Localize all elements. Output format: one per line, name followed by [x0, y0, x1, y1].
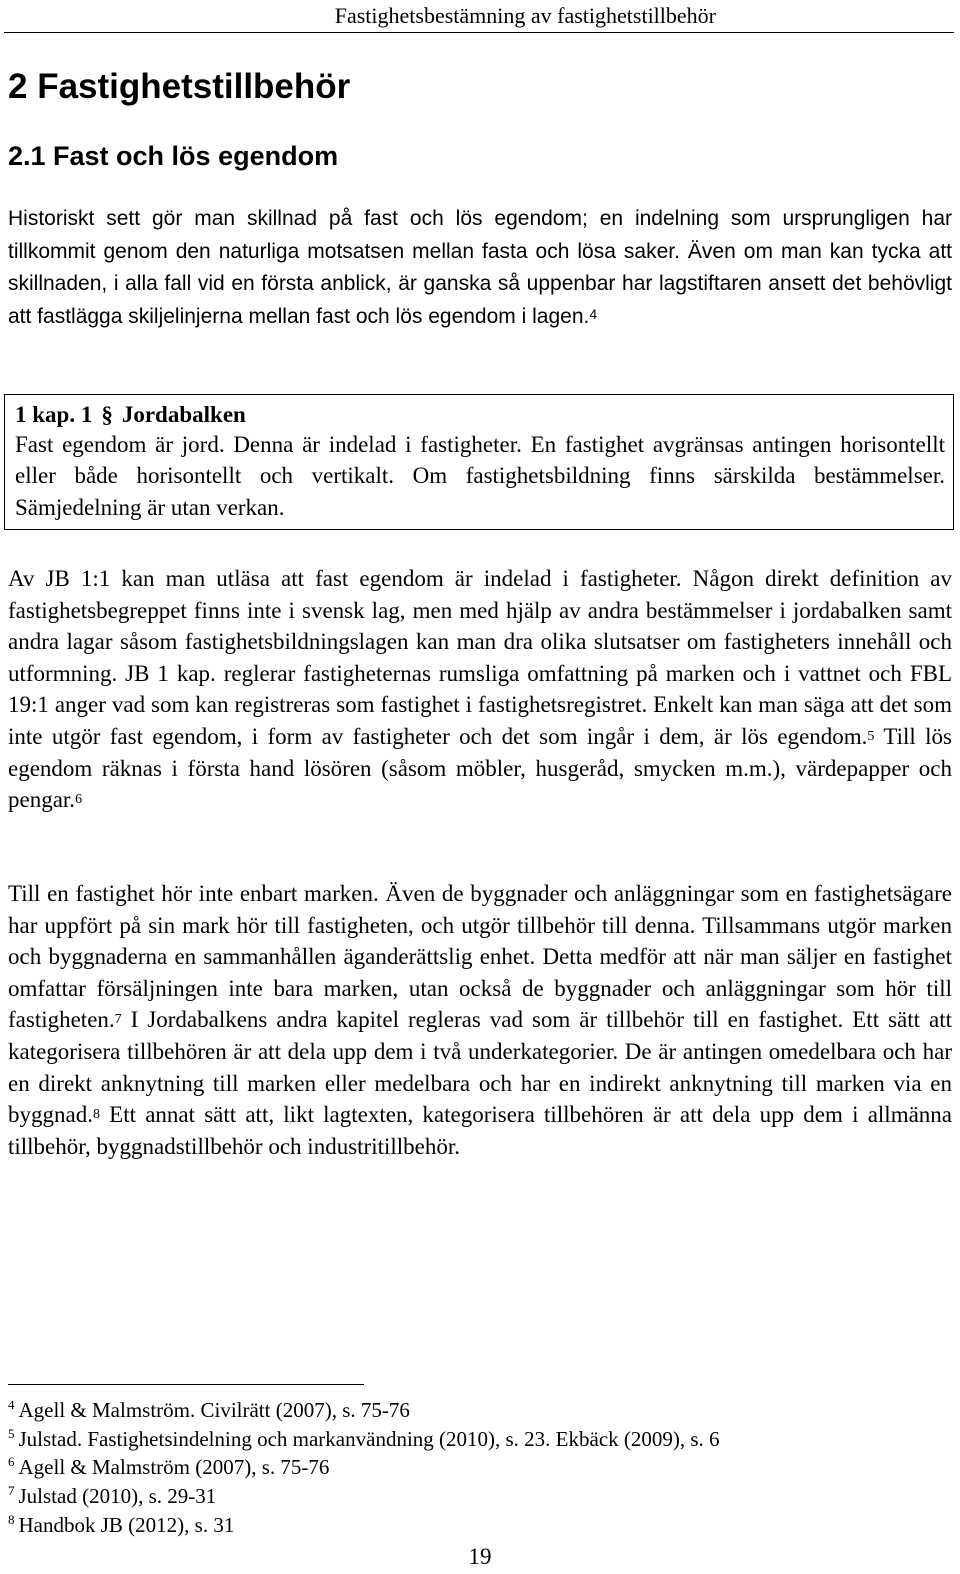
footnote-reference-6: 6 [75, 792, 83, 808]
definition-paragraph [8, 563, 952, 816]
footnote-6 [8, 1453, 938, 1482]
footnote-reference-5: 5 [867, 728, 875, 744]
footnote-7 [8, 1482, 938, 1511]
footnote-reference-4: 4 [589, 305, 598, 322]
section-title: 2.1 Fast och lös egendom [8, 141, 339, 171]
footnote-8 [8, 1511, 938, 1540]
footnote-reference-8: 8 [92, 1107, 100, 1123]
intro-paragraph [8, 203, 952, 333]
footnote-reference-7: 7 [114, 1012, 122, 1028]
footnote-text: Agell & Malmström. Civilrätt (2007), s. 75-76 [18, 1398, 410, 1422]
running-header: Fastighetsbestämning av fastighetstillbehör [334, 3, 716, 28]
section-sign-icon: § [101, 402, 113, 427]
jordabalken-quote-box [4, 394, 954, 530]
page-number: 19 [468, 1544, 492, 1569]
accessories-paragraph-part-3: Ett annat sätt att, likt lagtexten, kategorisera tillbehören är att dela upp dem i allmänna tillbehör, byggnadstillbehör och industritillbehör. [8, 1102, 952, 1159]
footnote-text: Agell & Malmström (2007), s. 75-76 [18, 1455, 330, 1480]
footnote-text: Julstad. Fastighetsindelning och markanvändning (2010), s. 23. Ekbäck (2009), s. 6 [18, 1426, 720, 1451]
footnote-number: 8 [8, 1511, 15, 1527]
footnote-5 [8, 1425, 938, 1454]
footnote-number: 6 [8, 1454, 15, 1470]
accessories-paragraph [8, 878, 952, 1162]
law-box-title-prefix: 1 kap. 1 [15, 402, 93, 427]
footnote-number: 5 [8, 1425, 15, 1441]
footnote-text: Julstad (2010), s. 29-31 [18, 1484, 217, 1509]
intro-paragraph-text: Historiskt sett gör man skillnad på fast och lös egendom; en indelning som ursprungligen har tillkommit genom den naturliga motsatsen mellan fasta och lösa saker. Även om man kan tycka att skillnaden, i alla fall vid en första anblick, är ganska så uppenbar har lagstiftaren ansett det behövligt att fastlägga skiljelinjerna mellan fast och lös egendom i lagen. [8, 207, 952, 328]
header-rule [4, 32, 954, 33]
definition-paragraph-part-1: Av JB 1:1 kan man utläsa att fast egendom är indelad i fastigheter. Någon direkt definition av fastighetsbegreppet finns inte i svensk lag, men med hjälp av andra bestämmelser i jordabalken samt andra lagar såsom fastighetsbildningslagen kan man dra olika slutsatser om fastigheters innehåll och utformning. JB 1 kap. reglerar fastigheternas rumsliga omfattning på marken och i vattnet och FBL 19:1 anger vad som kan registreras som fastighet i fastighetsregistret. Enkelt kan man säga att det som inte utgör fast egendom, i form av fastigheter och det som ingår i dem, är lös egendom. [8, 566, 952, 749]
footnote-text: Handbok JB (2012), s. 31 [18, 1512, 235, 1537]
chapter-title: 2 Fastighetstillbehör [8, 67, 351, 106]
footnote-number: 7 [8, 1483, 15, 1499]
footnotes-list [8, 1396, 938, 1540]
accessories-paragraph-part-2: I Jordabalkens andra kapitel regleras vad som är tillbehör till en fastighet. Ett sätt att kategorisera tillbehören är att dela upp dem i två underkategorier. De är antingen omedelbara och har en direkt anknytning till marken eller medelbara och har en indirekt anknytning till marken via en byggnad. [8, 1007, 952, 1128]
law-box-title-suffix: Jordabalken [121, 402, 246, 427]
law-box-title [15, 399, 246, 430]
law-box-text: Fast egendom är jord. Denna är indelad i fastigheter. En fastighet avgränsas antingen horisontellt eller både horisontellt och vertikalt. Om fastighetsbildning finns särskilda bestämmelser. Sämjedelning är utan verkan. [15, 432, 945, 520]
accessories-paragraph-part-1: Till en fastighet hör inte enbart marken. Även de byggnader och anläggningar som en fastighetsägare har uppfört på sin mark hör till fastigheten, och utgör tillbehör till denna. Tillsammans utgör marken och byggnaderna en sammanhållen äganderättslig enhet. Detta medför att när man säljer en fastighet omfattar försäljningen inte bara marken, utan också de byggnader och anläggningar som hör till fastigheten. [8, 881, 952, 1033]
footnote-4 [8, 1396, 938, 1425]
definition-paragraph-part-2: Till lös egendom räknas i första hand lösören (såsom möbler, husgeråd, smycken m.m.), värdepapper och pengar. [8, 723, 952, 813]
footnote-number: 4 [8, 1397, 15, 1412]
footnote-separator [8, 1384, 364, 1385]
